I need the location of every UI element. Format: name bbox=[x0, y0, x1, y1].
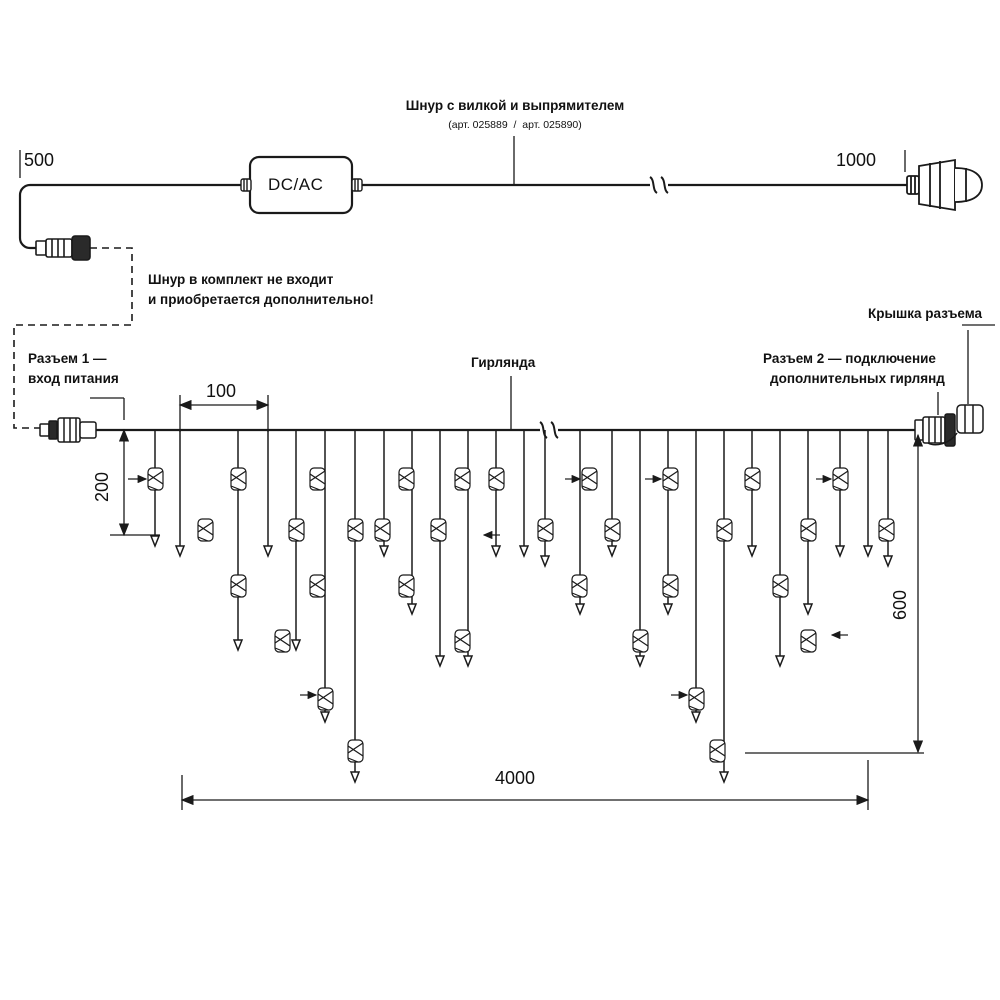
led-bulb bbox=[489, 468, 504, 490]
leader-connector-cap bbox=[962, 325, 995, 404]
led-bulb bbox=[231, 575, 246, 597]
cord-female-connector bbox=[36, 236, 90, 260]
strand bbox=[436, 430, 444, 666]
mains-plug bbox=[907, 160, 982, 210]
led-bulb bbox=[801, 519, 816, 541]
led-bulb bbox=[689, 688, 704, 710]
strand bbox=[541, 430, 549, 566]
led-bulb bbox=[148, 468, 163, 490]
connector-cap-label: Крышка разъема bbox=[868, 306, 983, 321]
led-bulb bbox=[275, 630, 290, 652]
strand bbox=[234, 430, 242, 650]
led-bulb bbox=[455, 468, 470, 490]
cord-title-label: Шнур с вилкой и выпрямителем bbox=[405, 98, 625, 113]
led-bulb bbox=[318, 688, 333, 710]
led-bulb bbox=[605, 519, 620, 541]
led-bulb bbox=[710, 740, 725, 762]
cord-break-symbol bbox=[650, 177, 668, 193]
dimension-200-label: 200 bbox=[92, 471, 112, 502]
rectifier-cord-strain-right bbox=[352, 179, 362, 191]
leader-connector-1 bbox=[90, 398, 124, 420]
led-bulb bbox=[773, 575, 788, 597]
led-bulb bbox=[348, 740, 363, 762]
led-bulb bbox=[231, 468, 246, 490]
led-bulb bbox=[572, 575, 587, 597]
led-bulb bbox=[198, 519, 213, 541]
led-bulb bbox=[310, 575, 325, 597]
strand bbox=[520, 430, 528, 556]
led-bulb bbox=[538, 519, 553, 541]
dimension-1000-label: 1000 bbox=[836, 150, 877, 170]
led-bulbs bbox=[148, 468, 894, 762]
led-bulb bbox=[289, 519, 304, 541]
led-bulb bbox=[431, 519, 446, 541]
garland-connector-1 bbox=[40, 418, 96, 442]
dashed-optional-path bbox=[14, 248, 132, 428]
connector1-label-line2: вход питания bbox=[28, 371, 119, 386]
strand bbox=[748, 430, 756, 556]
led-bulb bbox=[582, 468, 597, 490]
strand bbox=[351, 430, 359, 782]
strand bbox=[776, 430, 784, 666]
strand bbox=[176, 430, 184, 556]
led-bulb bbox=[348, 519, 363, 541]
led-bulb bbox=[663, 575, 678, 597]
led-bulb bbox=[833, 468, 848, 490]
dimension-500-label: 500 bbox=[24, 150, 55, 170]
cord-subtitle-label: (арт. 025889 / арт. 025890) bbox=[448, 119, 582, 131]
led-bulb bbox=[399, 575, 414, 597]
rectifier-cord-strain-left bbox=[241, 179, 251, 191]
strand bbox=[264, 430, 272, 556]
dimension-4000-label: 4000 bbox=[494, 768, 536, 788]
led-bulb bbox=[801, 630, 816, 652]
strand bbox=[884, 430, 892, 566]
garland-label: Гирлянда bbox=[471, 355, 536, 370]
cord-note-line2: и приобретается дополнительно! bbox=[148, 292, 374, 307]
cord-note-line1: Шнур в комплект не входит bbox=[148, 272, 334, 287]
led-bulb bbox=[399, 468, 414, 490]
strand bbox=[492, 430, 500, 556]
led-bulb bbox=[310, 468, 325, 490]
led-bulb bbox=[745, 468, 760, 490]
dimension-100-label: 100 bbox=[206, 381, 237, 401]
strand bbox=[720, 430, 728, 782]
rectifier-label: DC/AC bbox=[268, 175, 324, 194]
strand bbox=[836, 430, 844, 556]
led-bulb bbox=[455, 630, 470, 652]
led-bulb bbox=[375, 519, 390, 541]
led-bulb bbox=[879, 519, 894, 541]
connector2-label-line2: дополнительных гирлянд bbox=[770, 371, 945, 386]
led-bulb bbox=[663, 468, 678, 490]
connector2-label-line1: Разъем 2 — подключение bbox=[763, 351, 936, 366]
strand bbox=[692, 430, 700, 722]
strand bbox=[864, 430, 872, 556]
dimension-600-label: 600 bbox=[890, 589, 910, 620]
garland-break-symbol bbox=[540, 422, 558, 438]
led-bulb bbox=[633, 630, 648, 652]
led-bulb bbox=[717, 519, 732, 541]
icicle-strands bbox=[151, 430, 892, 782]
connector1-label-line1: Разъем 1 — bbox=[28, 351, 107, 366]
